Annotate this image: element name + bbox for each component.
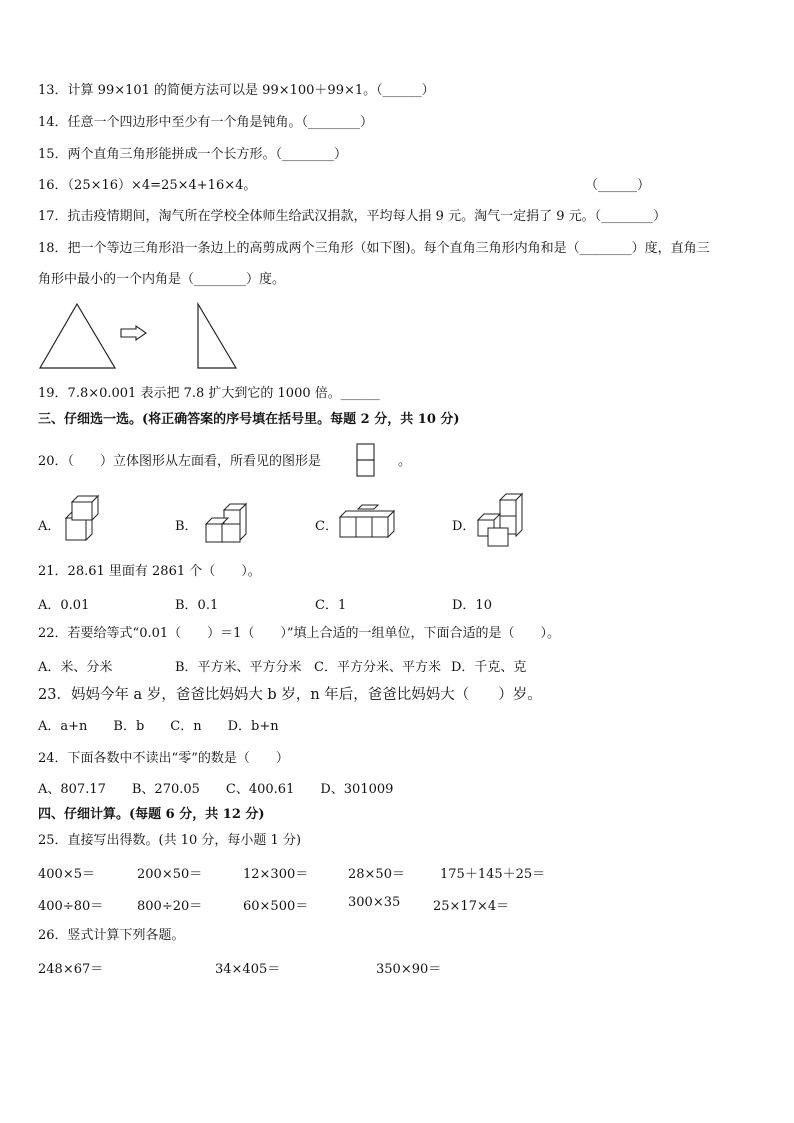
question-13: 13．计算 99×101 的简便方法可以是 99×100＋99×1。（______）	[38, 83, 435, 98]
q24-options[interactable]: A、807.17 B、270.05 C、400.61 D、301009	[38, 782, 394, 797]
question-21: 21．28.61 里面有 2861 个（ ）。	[38, 564, 261, 579]
cube-figure-b	[204, 504, 248, 546]
question-25: 25．直接写出得数。(共 10 分，每小题 1 分)	[38, 833, 302, 848]
question-20-end: 。	[398, 454, 412, 469]
q25-item: 200×50＝	[137, 867, 203, 882]
cube-figure-d	[476, 494, 528, 550]
q22-option-a[interactable]: A．米、分米	[38, 660, 113, 675]
cube-figure-c	[338, 505, 398, 539]
q23-options[interactable]: A．a+n B．b C．n D．b+n	[38, 719, 279, 734]
q25-item: 400÷80＝	[38, 899, 104, 914]
question-18-line2: 角形中最小的一个内角是（________）度。	[38, 272, 286, 287]
question-17: 17．抗击疫情期间，淘气所在学校全体师生给武汉捐款，平均每人捐 9 元。淘气一定捐了 9 元。（________）	[38, 209, 667, 224]
question-15: 15．两个直角三角形能拼成一个长方形。（________）	[38, 147, 348, 162]
cube-figure-a	[64, 496, 100, 546]
q25-item: 800÷20＝	[137, 899, 203, 914]
q21-option-a[interactable]: A．0.01	[38, 598, 90, 613]
question-14: 14．任意一个四边形中至少有一个角是钝角。（________）	[38, 115, 374, 130]
q22-option-d[interactable]: D．千克、克	[451, 660, 527, 675]
q25-item: 25×17×4＝	[433, 899, 510, 914]
q25-item: 28×50＝	[348, 867, 405, 882]
left-view-figure	[356, 443, 376, 479]
q26-item: 248×67＝	[38, 962, 104, 977]
q22-option-b[interactable]: B．平方米、平方分米	[175, 660, 302, 675]
question-26: 26．竖式计算下列各题。	[38, 928, 185, 943]
q21-option-c[interactable]: C．1	[315, 598, 347, 613]
question-23: 23．妈妈今年 a 岁，爸爸比妈妈大 b 岁，n 年后，爸爸比妈妈大（ ）岁。	[38, 687, 542, 703]
equilateral-triangle-figure	[38, 302, 118, 370]
section-4-heading: 四、仔细计算。(每题 6 分，共 12 分)	[38, 807, 265, 822]
q20-option-b-label[interactable]: B．	[175, 519, 198, 534]
q20-option-a-label[interactable]: A．	[38, 519, 61, 534]
arrow-right-icon	[120, 325, 148, 341]
question-19: 19．7.8×0.001 表示把 7.8 扩大到它的 1000 倍。______	[38, 386, 380, 401]
q20-option-d-label[interactable]: D．	[452, 519, 476, 534]
right-triangle-figure	[196, 302, 240, 370]
question-22: 22．若要给等式“0.01（ ）＝1（ ）”填上合适的一组单位，下面合适的是（ ）。	[38, 626, 561, 641]
q25-item: 175＋145＋25＝	[440, 867, 546, 882]
q21-option-b[interactable]: B．0.1	[175, 598, 219, 613]
q26-item: 350×90＝	[376, 962, 442, 977]
question-18-line1: 18．把一个等边三角形沿一条边上的高剪成两个三角形（如下图)。每个直角三角形内角和是（________）度，直角三	[38, 241, 710, 256]
q25-item: 400×5＝	[38, 867, 95, 882]
q21-option-d[interactable]: D．10	[452, 598, 492, 613]
q20-option-c-label[interactable]: C．	[315, 519, 338, 534]
q25-item: 12×300＝	[243, 867, 309, 882]
q26-item: 34×405＝	[215, 962, 281, 977]
section-3-heading: 三、仔细选一选。(将正确答案的序号填在括号里。每题 2 分，共 10 分)	[38, 412, 460, 427]
question-24: 24．下面各数中不读出“零”的数是（ ）	[38, 751, 289, 766]
q22-option-c[interactable]: C．平方分米、平方米	[314, 660, 441, 675]
q25-item: 300×35	[348, 895, 401, 910]
question-16: 16．（25×16）×4=25×4+16×4。	[38, 178, 257, 193]
question-16-answer-blank[interactable]: （______）	[585, 178, 651, 193]
q25-item: 60×500＝	[243, 899, 309, 914]
question-20: 20．（ ）立体图形从左面看，所看见的图形是	[38, 454, 322, 469]
